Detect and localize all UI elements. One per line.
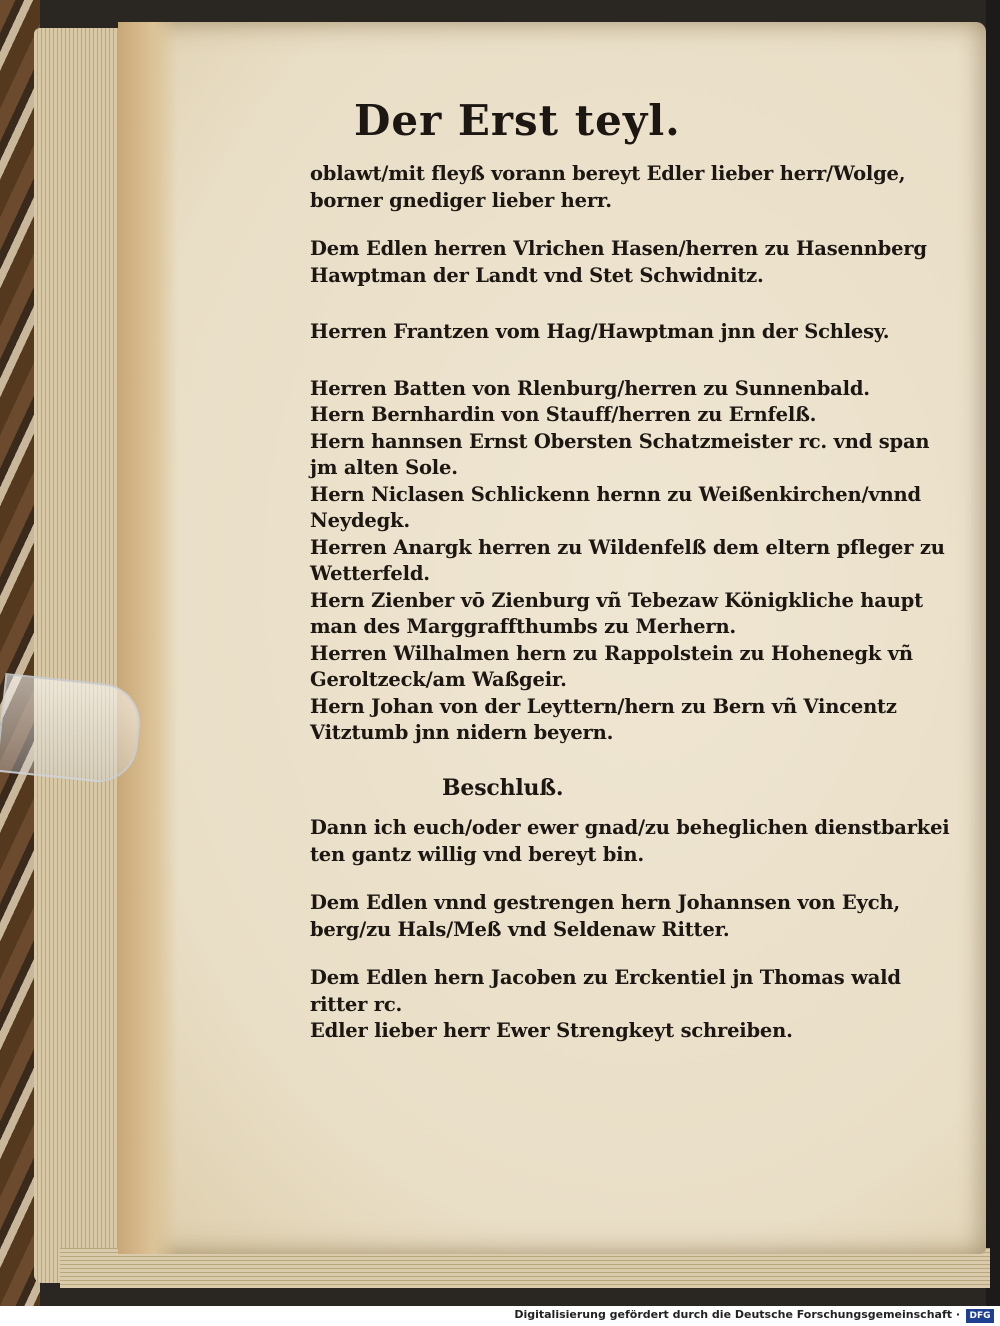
text-line: Hern Bernhardin von Stauff/herren zu Ernfelß. <box>310 403 817 426</box>
running-header: Der Erst teyl. <box>354 96 681 145</box>
text-line: Herren Anargk herren zu Wildenfelß dem eltern pfleger zu <box>310 535 945 559</box>
text-line: Herren Batten von Rlenburg/herren zu Sunnenbald. <box>310 376 870 400</box>
text-line: man des Marggraffthumbs zu Merhern. <box>310 615 737 638</box>
torn-page-margin <box>118 22 178 1254</box>
funding-credit: Digitalisierung gefördert durch die Deutsche Forschungsgemeinschaft · <box>514 1308 960 1321</box>
text-line: Dem Edlen hern Jacoben zu Erckentiel jn Thomas wald <box>310 966 901 989</box>
text-line: Hern hannsen Ernst Obersten Schatzmeister rc. vnd span <box>310 429 930 453</box>
footer-bar <box>0 1306 1000 1326</box>
text-line: Hern Zienber vō Zienburg vñ Tebezaw Königkliche haupt <box>310 588 923 612</box>
dfg-logo: DFG <box>966 1309 994 1323</box>
text-line: ten gantz willig vnd bereyt bin. <box>310 842 644 866</box>
text-line: Herren Wilhalmen hern zu Rappolstein zu Hohenegk vñ <box>310 641 913 665</box>
text-line: borner gnediger lieber herr. <box>310 188 612 212</box>
text-line: Dann ich euch/oder ewer gnad/zu beheglichen dienstbarkei <box>310 816 950 839</box>
text-line: Dem Edlen herren Vlrichen Hasen/herren zu Hasennberg <box>310 237 927 260</box>
text-line: Neydegk. <box>310 509 410 532</box>
text-line: Wetterfeld. <box>310 562 430 585</box>
text-line: Edler lieber herr Ewer Strengkeyt schreiben. <box>310 1019 793 1042</box>
page-edges-bottom <box>60 1248 990 1288</box>
text-line: Dem Edlen vnnd gestrengen hern Johannsen von Eych, <box>310 891 900 914</box>
book-board-edge <box>986 0 1000 1306</box>
text-line: Vitztumb jnn nidern beyern. <box>310 721 614 744</box>
page-clamp <box>0 673 144 786</box>
text-line: ritter rc. <box>310 992 403 1016</box>
page-text <box>310 96 950 1045</box>
text-line: berg/zu Hals/Meß vnd Seldenaw Ritter. <box>310 917 730 941</box>
text-line: oblawt/mit fleyß vorann bereyt Edler lieber herr/Wolge, <box>310 162 906 185</box>
text-line: Hawptman der Landt vnd Stet Schwidnitz. <box>310 263 764 287</box>
text-line: jm alten Sole. <box>310 456 458 479</box>
text-line: Herren Frantzen vom Hag/Hawptman jnn der Schlesy. <box>310 320 890 343</box>
text-line: Hern Johan von der Leyttern/hern zu Bern vñ Vincentz <box>310 694 897 718</box>
text-line: Hern Niclasen Schlickenn hernn zu Weißenkirchen/vnnd <box>310 482 921 506</box>
section-heading: Beschluß. <box>442 774 564 801</box>
text-line: Geroltzeck/am Waßgeir. <box>310 668 567 691</box>
